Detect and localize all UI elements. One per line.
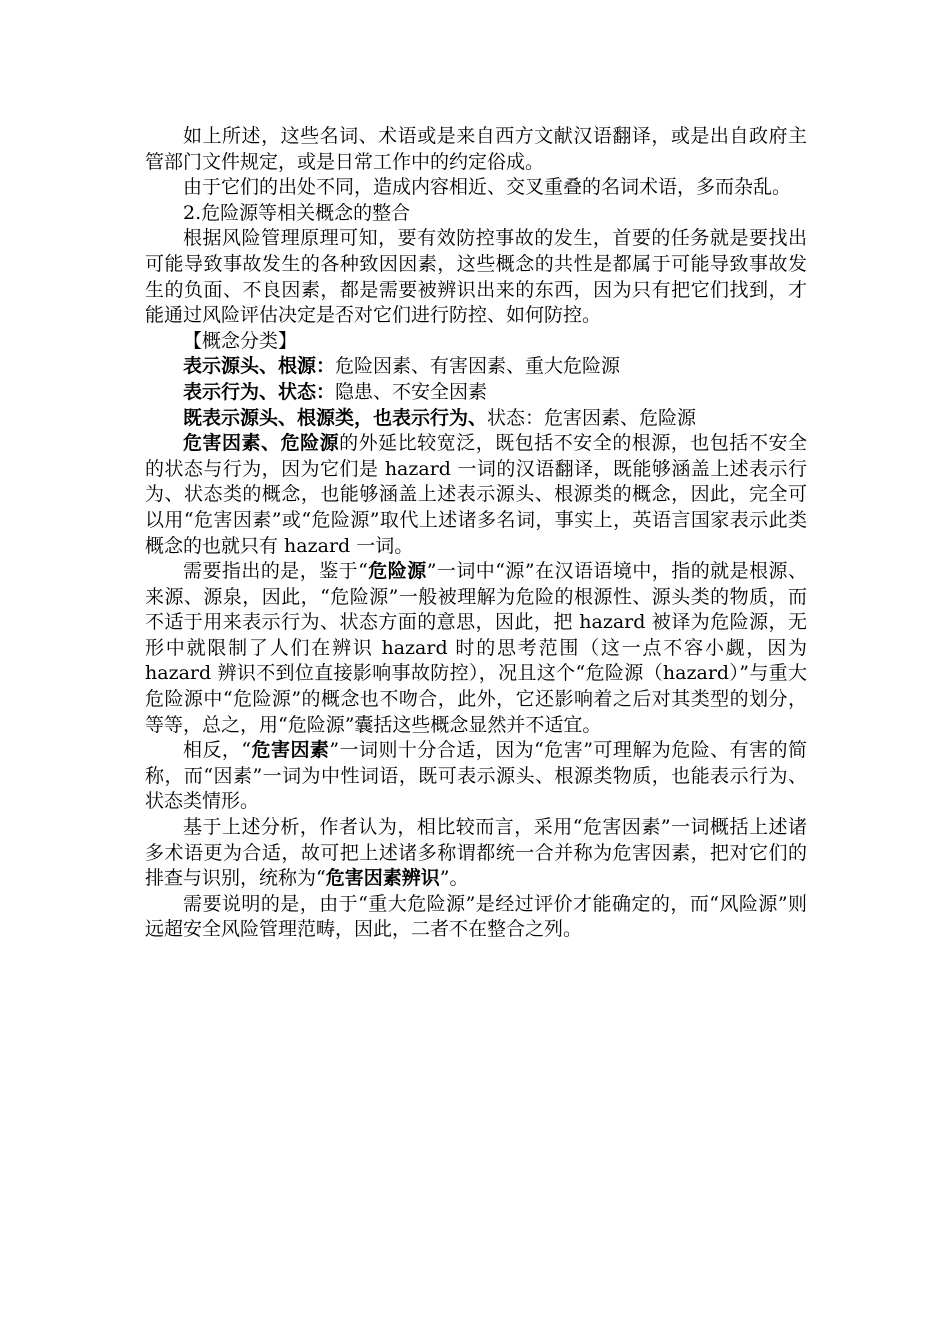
text-segment: 危险因素、有害因素、重大危险源 xyxy=(335,355,621,378)
paragraph xyxy=(145,892,807,943)
document-body xyxy=(145,124,807,943)
text-segment: 【概念分类】 xyxy=(183,329,298,352)
text-segment: 相反，“ xyxy=(183,739,252,762)
paragraph xyxy=(145,226,807,328)
text-segment: 2.危险源等相关概念的整合 xyxy=(183,201,411,224)
paragraph xyxy=(145,201,807,227)
bold-text: 危险源 xyxy=(367,560,427,583)
text-segment: 如上所述，这些名词、术语或是来自西方文献汉语翻译，或是出自政府主管部门文件规定，或是日常工作中的约定俗成。 xyxy=(145,125,807,173)
text-segment: 基于上述分析，作者认为，相比较而言，采用“危害因素”一词概括上述诸多术语更为合适，故可把上述诸多称谓都统一合并称为危害因素，把对它们的排查与识别，统称为“ xyxy=(145,816,807,890)
paragraph xyxy=(145,406,807,432)
bold-text: 表示行为、状态： xyxy=(183,380,336,403)
bold-text: 危害因素、危险源 xyxy=(183,432,340,455)
paragraph xyxy=(145,559,807,738)
text-segment: 状态：危害因素、危险源 xyxy=(487,406,697,429)
paragraph xyxy=(145,329,807,355)
text-segment: 需要说明的是，由于“重大危险源”是经过评价才能确定的，而“风险源”则远超安全风险管理范畴，因此，二者不在整合之列。 xyxy=(145,892,807,941)
bold-text: 危害因素辨识 xyxy=(325,867,440,890)
text-segment: 的外延比较宽泛，既包括不安全的根源，也包括不安全的状态与行为，因为它们是 hazard 一词的汉语翻译，既能够涵盖上述表示行为、状态类的概念，也能够涵盖上述表示源头、根源类的概念，因此，完全可以用“危害因素”或“危险源”取代上述诸多名词，事实上，英语言国家表示此类概念的也就只有 hazard 一词。 xyxy=(145,432,807,557)
paragraph xyxy=(145,175,807,201)
bold-text: 既表示源头、根源类，也表示行为、 xyxy=(183,406,488,429)
bold-text: 表示源头、根源： xyxy=(183,355,336,378)
text-segment: 需要指出的是，鉴于“ xyxy=(183,560,368,583)
paragraph xyxy=(145,815,807,892)
paragraph xyxy=(145,124,807,175)
text-segment: ”。 xyxy=(439,867,469,890)
paragraph xyxy=(145,738,807,815)
text-segment: ”一词则十分合适，因为“危害”可理解为危险、有害的简称，而“因素”一词为中性词语，既可表示源头、根源类物质，也能表示行为、状态类情形。 xyxy=(145,739,807,813)
paragraph xyxy=(145,431,807,559)
text-segment: 隐患、不安全因素 xyxy=(335,380,488,403)
text-segment: 由于它们的出处不同，造成内容相近、交叉重叠的名词术语，多而杂乱。 xyxy=(183,176,792,199)
paragraph xyxy=(145,380,807,406)
bold-text: 危害因素 xyxy=(251,739,330,762)
paragraph xyxy=(145,354,807,380)
text-segment: 根据风险管理原理可知，要有效防控事故的发生，首要的任务就是要找出可能导致事故发生的各种致因因素，这些概念的共性是都属于可能导致事故发生的负面、不良因素，都是需要被辨识出来的东西，因为只有把它们找到，才能通过风险评估决定是否对它们进行防控、如何防控。 xyxy=(145,227,807,327)
text-segment: ”一词中“源”在汉语语境中，指的就是根源、来源、源泉，因此，“危险源”一般被理解为危险的根源性、源头类的物质，而不适于用来表示行为、状态方面的意思，因此，把 hazard 被译为危险源，无形中就限制了人们在辨识 hazard 时的思考范围（这一点不容小觑，因为 hazard 辨识不到位直接影响事故防控），况且这个“危险源（hazard）”与重大危险源中“危险源”的概念也不吻合，此外，它还影响着之后对其类型的划分，等等，总之，用“危险源”囊括这些概念显然并不适宜。 xyxy=(145,560,807,736)
